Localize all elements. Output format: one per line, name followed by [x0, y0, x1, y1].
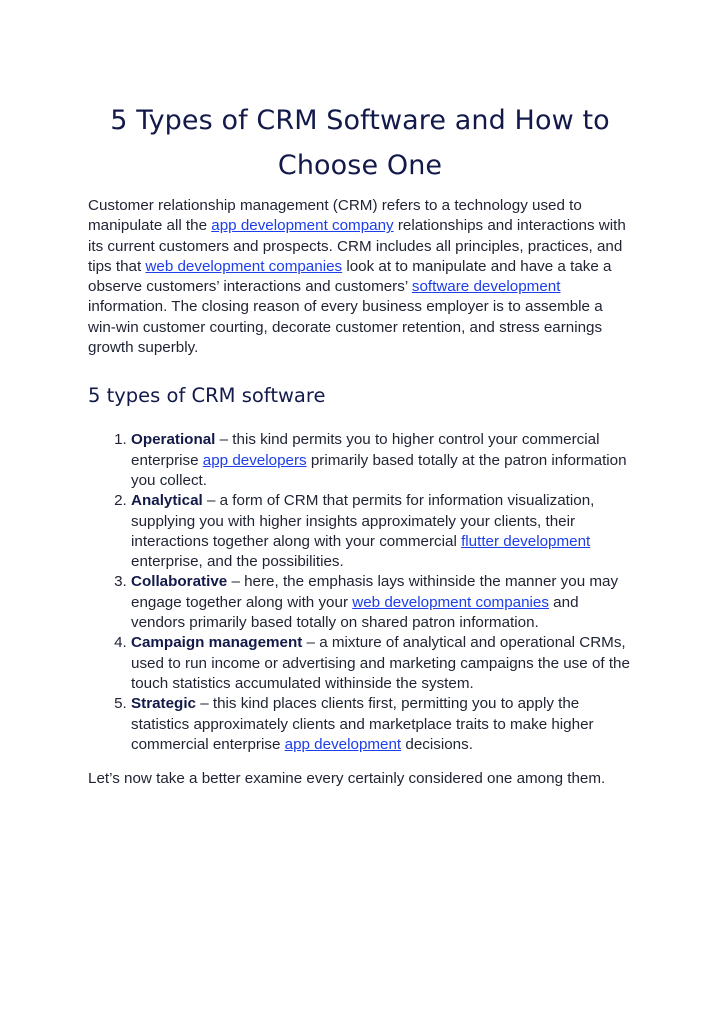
title-line-1: 5 Types of CRM Software and How to [110, 105, 610, 136]
page-title [88, 98, 632, 188]
type-term: Strategic [131, 695, 196, 713]
type-text: – this kind places clients first, permitting you to apply the statistics approximately clients and marketplace traits to make higher commercial enterprise [131, 695, 594, 753]
list-item [131, 633, 632, 694]
type-text: – here, the emphasis lays withinside the manner you may engage together along with your [131, 573, 619, 611]
software-development-link[interactable]: software development [411, 278, 561, 296]
type-text-after: enterprise, and the possibilities. [131, 553, 344, 571]
type-term: Campaign management [131, 634, 303, 652]
list-item [131, 491, 632, 572]
type-term: Collaborative [131, 573, 228, 591]
intro-paragraph [88, 196, 632, 358]
title-line-2: Choose One [277, 150, 443, 181]
web-development-companies-link[interactable]: web development companies [145, 257, 343, 275]
intro-text-3: look at to manipulate and have a take a observe customers’ interactions and customers’ [88, 257, 612, 296]
intro-text-2: relationships and interactions with its current customers and prospects. CRM includes all principles, practices, and tips that [88, 217, 626, 275]
app-development-company-link[interactable]: app development company [211, 217, 394, 235]
section-heading: 5 types of CRM software [88, 384, 326, 408]
type-text: – a form of CRM that permits for information visualization, supplying you with higher insights approximately your clients, their interactions together along with your commercial [131, 492, 595, 550]
app-developers-link[interactable]: app developers [202, 451, 307, 469]
crm-types-list [88, 430, 632, 755]
type-term: Analytical [131, 492, 203, 510]
type-text: – a mixture of analytical and operational CRMs, used to run income or advertising and marketing campaigns the use of the touch statistics accumulated withinside the system. [131, 634, 630, 692]
list-item [131, 430, 632, 491]
closing-paragraph: Let’s now take a better examine every certainly considered one among them. [88, 770, 606, 788]
web-development-companies-list-link[interactable]: web development companies [352, 593, 549, 611]
flutter-development-link[interactable]: flutter development [461, 532, 591, 550]
list-item [131, 572, 632, 633]
type-text-after: decisions. [401, 735, 473, 753]
type-text-after: and vendors primarily based totally on shared patron information. [131, 593, 579, 632]
intro-text-1: Customer relationship management (CRM) refers to a technology used to manipulate all the [88, 197, 582, 235]
app-development-link[interactable]: app development [284, 735, 402, 753]
list-item [131, 694, 632, 755]
type-text-after: primarily based totally at the patron information you collect. [131, 451, 627, 489]
intro-text-4: information. The closing reason of every business employer is to assemble a win-win customer courting, decorate customer retention, and stress earnings growth superbly. [88, 298, 603, 357]
type-term: Operational [131, 431, 216, 449]
type-text: – this kind permits you to higher control your commercial enterprise [131, 431, 600, 469]
